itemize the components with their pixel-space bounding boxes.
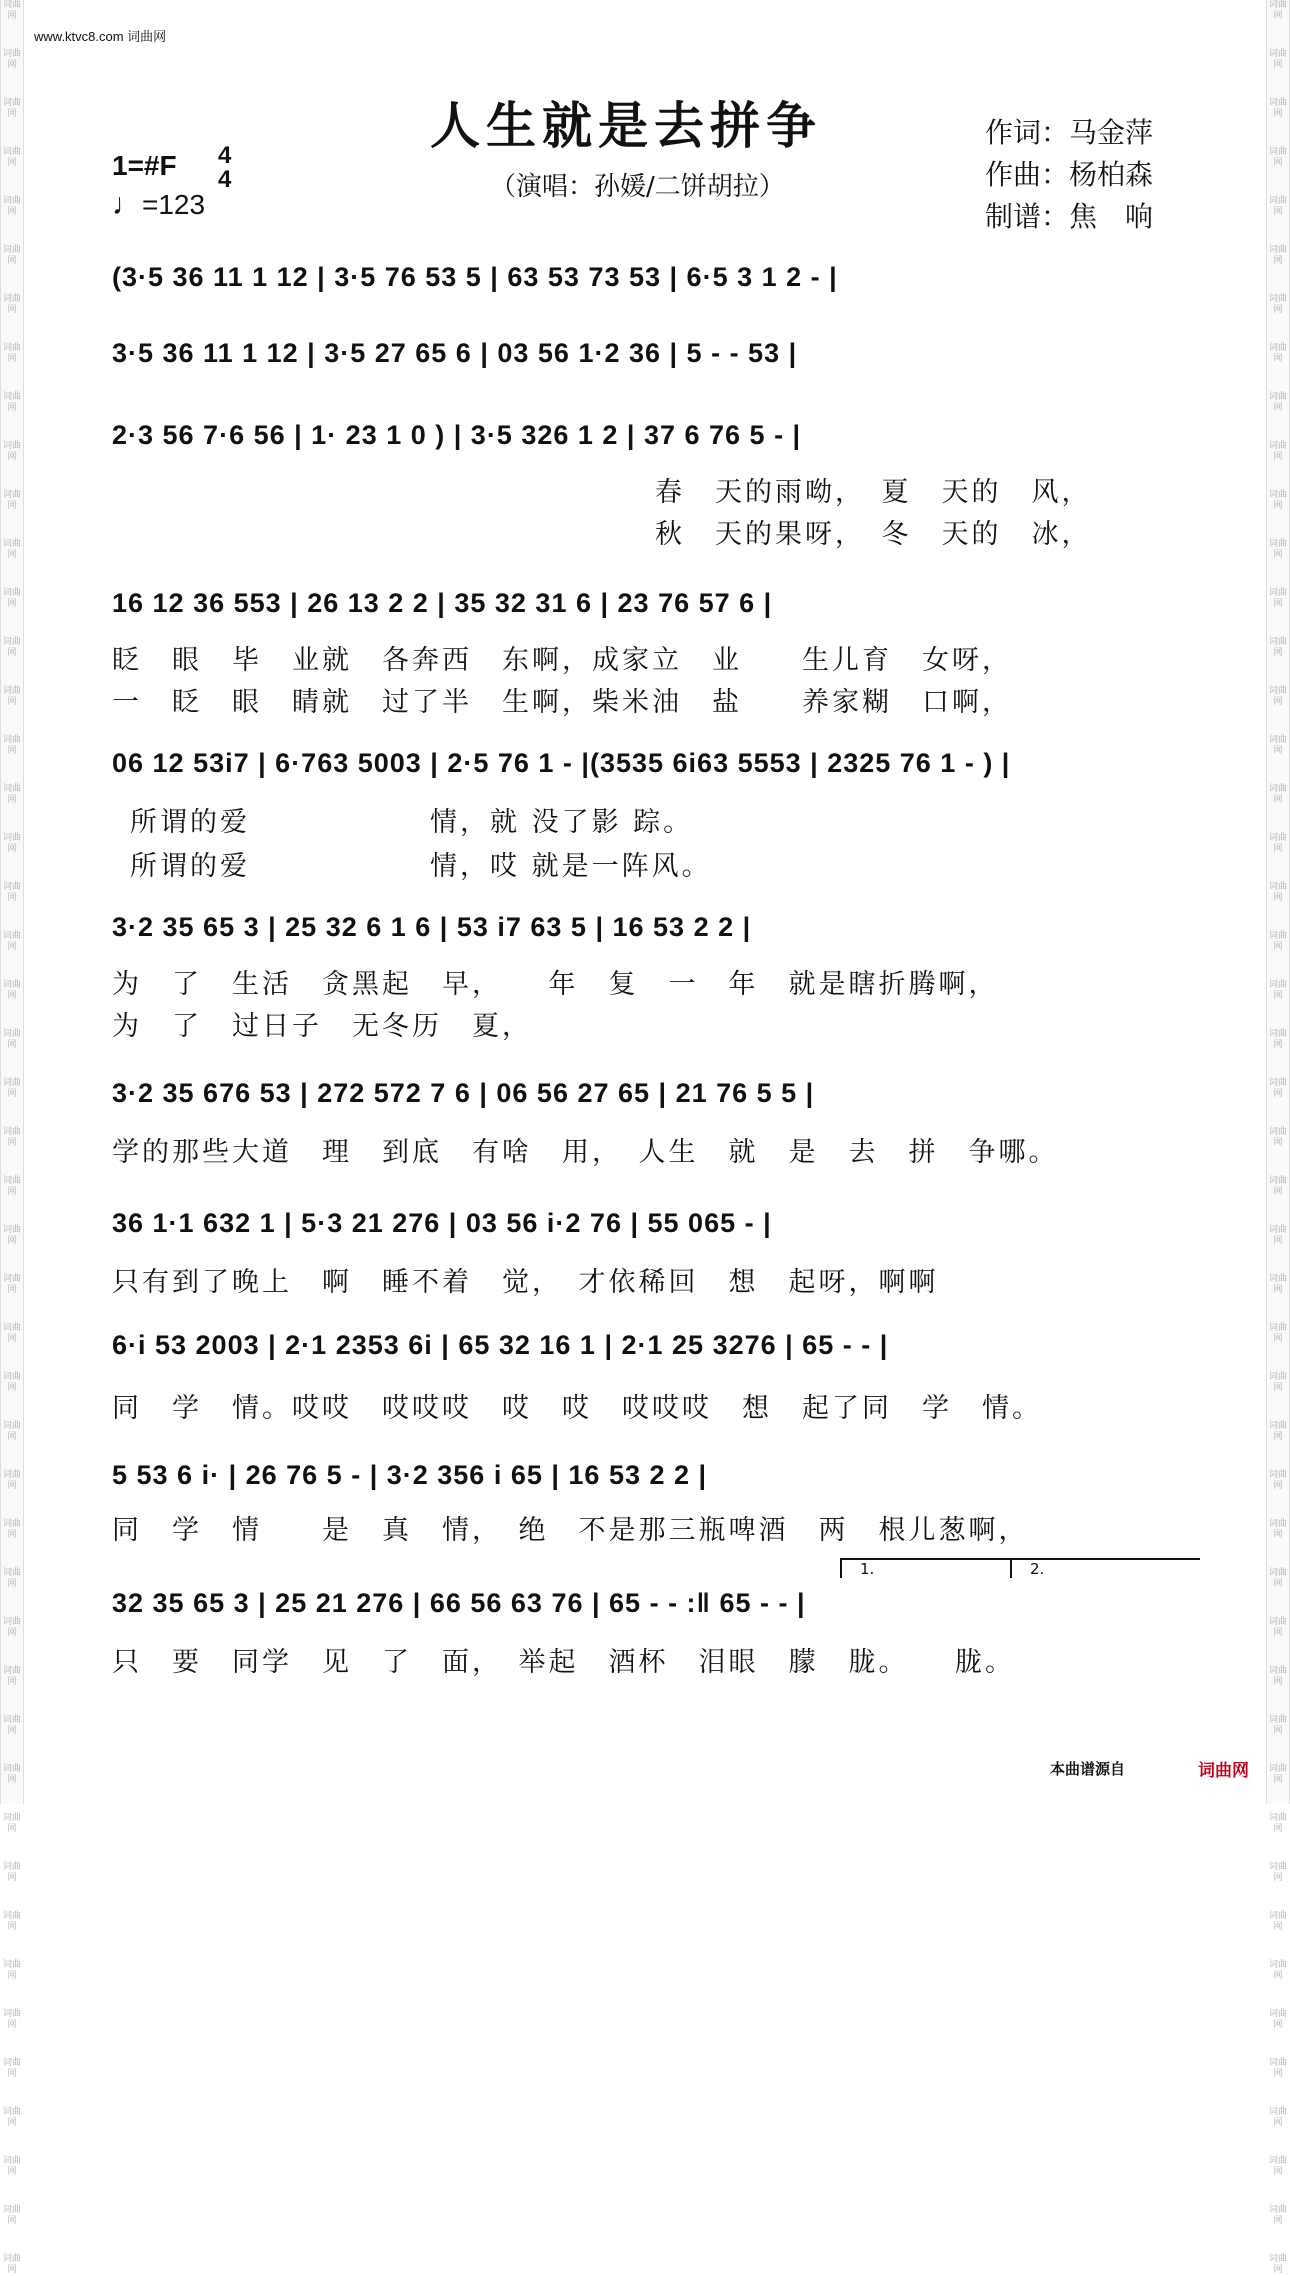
watermark-mark: 词曲网 [1268, 98, 1287, 119]
watermark-mark: 词曲网 [1268, 1519, 1287, 1540]
footer-brand[interactable]: 词曲网 [1198, 1761, 1249, 1781]
lyric-line: 同 学 情 是 真 情， 绝 不是那三瓶啤酒 两 根儿葱啊， [112, 1515, 1029, 1546]
watermark-mark: 词曲网 [2, 1764, 21, 1785]
watermark-mark: 词曲网 [2, 784, 21, 805]
music-line: 32 35 65 3 | 25 21 276 | 66 56 63 76 | 65 - - :‖ 65 - - | [112, 1588, 806, 1618]
watermark-mark: 词曲网 [1268, 588, 1287, 609]
volta-first-ending: 1. [840, 1558, 1010, 1578]
watermark-mark: 词曲网 [1268, 2107, 1287, 2128]
watermark-mark: 词曲网 [1268, 2009, 1287, 2030]
volta-second-ending: 2. [1010, 1558, 1200, 1578]
watermark-mark: 词曲网 [2, 931, 21, 952]
time-top: 4 [218, 142, 232, 169]
composer: 作曲：杨柏森 [985, 158, 1154, 191]
watermark-mark: 词曲网 [1268, 49, 1287, 70]
watermark-mark: 词曲网 [1268, 1176, 1287, 1197]
watermark-mark: 词曲网 [2, 1519, 21, 1540]
watermark-mark: 词曲网 [2, 980, 21, 1001]
watermark-mark: 词曲网 [1268, 1617, 1287, 1638]
watermark-mark: 词曲网 [2, 490, 21, 511]
watermark-mark: 词曲网 [1268, 539, 1287, 560]
watermark-mark: 词曲网 [2, 294, 21, 315]
lyricist: 作词：马金萍 [985, 116, 1154, 149]
watermark-mark: 词曲网 [1268, 1029, 1287, 1050]
watermark-mark: 词曲网 [2, 1715, 21, 1736]
watermark-mark: 词曲网 [2, 1911, 21, 1932]
watermark-mark: 词曲网 [1268, 2156, 1287, 2177]
watermark-mark: 词曲网 [2, 588, 21, 609]
watermark-mark: 词曲网 [1268, 294, 1287, 315]
watermark-mark: 词曲网 [1268, 343, 1287, 364]
watermark-mark: 词曲网 [1268, 882, 1287, 903]
watermark-mark: 词曲网 [2, 1323, 21, 1344]
singer-credit: （演唱：孙媛/二饼胡拉） [490, 172, 785, 202]
song-title: 人生就是去拼争 [430, 96, 822, 155]
watermark-mark: 词曲网 [1268, 1372, 1287, 1393]
lyric-line: 为 了 过日子 无冬历 夏， [112, 1011, 532, 1042]
watermark-mark: 词曲网 [2, 1813, 21, 1834]
key-signature: 1=#F [112, 150, 177, 181]
watermark-mark: 词曲网 [2, 637, 21, 658]
watermark-mark: 词曲网 [1268, 833, 1287, 854]
watermark-mark: 词曲网 [1268, 490, 1287, 511]
music-line: (3·5 36 11 1 12 | 3·5 76 53 5 | 63 53 73 53 | 6·5 3 1 2 - | [112, 262, 838, 292]
time-signature [218, 144, 231, 192]
watermark-mark: 词曲网 [2, 1127, 21, 1148]
footer-source-label: 本曲谱源自 [1050, 1761, 1126, 1778]
watermark-mark: 词曲网 [2, 1176, 21, 1197]
watermark-mark: 词曲网 [2, 441, 21, 462]
lyric-line: 只 要 同学 见 了 面， 举起 酒杯 泪眼 朦 胧。 胧。 [112, 1647, 1015, 1678]
watermark-mark: 词曲网 [2, 1078, 21, 1099]
watermark-mark: 词曲网 [1268, 686, 1287, 707]
watermark-mark: 词曲网 [1268, 1911, 1287, 1932]
watermark-mark: 词曲网 [2, 2107, 21, 2128]
lyric-line: 学的那些大道 理 到底 有啥 用， 人生 就 是 去 拼 争哪。 [112, 1137, 1059, 1168]
watermark-mark: 词曲网 [1268, 147, 1287, 168]
lyric-line: 一 眨 眼 睛就 过了半 生啊，柴米油 盐 养家糊 口啊， [112, 687, 1012, 718]
watermark-mark: 词曲网 [1268, 1715, 1287, 1736]
watermark-mark: 词曲网 [2, 2205, 21, 2226]
lyric-line: 秋 天的果呀， 冬 天的 冰， [655, 519, 1092, 550]
music-line: 3·5 36 11 1 12 | 3·5 27 65 6 | 03 56 1·2 36 | 5 - - 53 | [112, 338, 798, 368]
lyric-line: 同 学 情。哎哎 哎哎哎 哎 哎 哎哎哎 想 起了同 学 情。 [112, 1393, 1042, 1424]
tempo-marking [112, 188, 205, 222]
music-line: 6·i 53 2003 | 2·1 2353 6i | 65 32 16 1 | 2·1 25 3276 | 65 - - | [112, 1330, 889, 1360]
music-line: 16 12 36 553 | 26 13 2 2 | 35 32 31 6 | 23 76 57 6 | [112, 588, 773, 618]
watermark-mark: 词曲网 [1268, 0, 1287, 21]
watermark-mark: 词曲网 [2, 735, 21, 756]
watermark-mark: 词曲网 [1268, 1421, 1287, 1442]
lyric-line: 眨 眼 毕 业就 各奔西 东啊，成家立 业 生儿育 女呀， [112, 645, 1012, 676]
watermark-mark: 词曲网 [2, 1372, 21, 1393]
watermark-mark: 词曲网 [2, 2009, 21, 2030]
watermark-mark: 词曲网 [1268, 245, 1287, 266]
watermark-mark: 词曲网 [1268, 2254, 1287, 2275]
watermark-mark: 词曲网 [2, 1568, 21, 1589]
watermark-mark: 词曲网 [2, 1617, 21, 1638]
quarter-note-icon: ♩ [112, 188, 142, 221]
music-line: 06 12 53i7 | 6·763 5003 | 2·5 76 1 - |(3535 6i63 5553 | 2325 76 1 - ) | [112, 748, 1011, 778]
transcriber: 制谱：焦 响 [985, 200, 1154, 233]
watermark-mark: 词曲网 [2, 2156, 21, 2177]
lyric-line: 为 了 生活 贪黑起 早， 年 复 一 年 就是瞎折腾啊， [112, 969, 999, 1000]
watermark-mark: 词曲网 [1268, 2205, 1287, 2226]
watermark-mark: 词曲网 [1268, 1127, 1287, 1148]
watermark-mark: 词曲网 [2, 539, 21, 560]
tempo-value: =123 [142, 189, 206, 220]
watermark-mark: 词曲网 [2, 1225, 21, 1246]
watermark-mark: 词曲网 [2, 882, 21, 903]
watermark-mark: 词曲网 [2, 343, 21, 364]
watermark-mark: 词曲网 [1268, 1813, 1287, 1834]
watermark-mark: 词曲网 [1268, 1960, 1287, 1981]
watermark-mark: 词曲网 [2, 1421, 21, 1442]
watermark-mark: 词曲网 [2, 0, 21, 21]
watermark-mark: 词曲网 [1268, 392, 1287, 413]
watermark-mark: 词曲网 [2, 98, 21, 119]
watermark-mark: 词曲网 [1268, 2058, 1287, 2079]
watermark-mark: 词曲网 [2, 1029, 21, 1050]
left-watermark-strip [0, 0, 24, 2275]
watermark-mark: 词曲网 [1268, 1568, 1287, 1589]
watermark-mark: 词曲网 [2, 2254, 21, 2275]
watermark-mark: 词曲网 [1268, 931, 1287, 952]
credits [985, 112, 1153, 238]
watermark-mark: 词曲网 [2, 1960, 21, 1981]
watermark-mark: 词曲网 [2, 1470, 21, 1491]
watermark-mark: 词曲网 [1268, 1323, 1287, 1344]
watermark-mark: 词曲网 [1268, 441, 1287, 462]
time-bottom: 4 [218, 166, 232, 193]
site-url[interactable]: www.ktvc8.com 词曲网 [34, 29, 167, 44]
watermark-mark: 词曲网 [1268, 1225, 1287, 1246]
lyric-line: 所谓的爱 情，哎 就是一阵风。 [130, 851, 712, 882]
watermark-mark: 词曲网 [1268, 1470, 1287, 1491]
music-line: 3·2 35 676 53 | 272 572 7 6 | 06 56 27 65 | 21 76 5 5 | [112, 1078, 815, 1108]
lyric-line: 春 天的雨呦， 夏 天的 风， [655, 477, 1092, 508]
music-line: 3·2 35 65 3 | 25 32 6 1 6 | 53 i7 63 5 | 16 53 2 2 | [112, 912, 752, 942]
watermark-mark: 词曲网 [1268, 1862, 1287, 1883]
lyric-line: 只有到了晚上 啊 睡不着 觉， 才依稀回 想 起呀，啊啊 [112, 1267, 939, 1298]
watermark-mark: 词曲网 [2, 147, 21, 168]
watermark-mark: 词曲网 [1268, 1078, 1287, 1099]
watermark-mark: 词曲网 [2, 196, 21, 217]
watermark-mark: 词曲网 [1268, 1666, 1287, 1687]
watermark-mark: 词曲网 [1268, 196, 1287, 217]
music-line: 36 1·1 632 1 | 5·3 21 276 | 03 56 i·2 76 | 55 065 - | [112, 1208, 772, 1238]
lyric-line: 所谓的爱 情，就 没了影 踪。 [130, 807, 694, 838]
watermark-mark: 词曲网 [2, 49, 21, 70]
watermark-mark: 词曲网 [1268, 980, 1287, 1001]
watermark-mark: 词曲网 [1268, 1274, 1287, 1295]
watermark-mark: 词曲网 [2, 2058, 21, 2079]
watermark-mark: 词曲网 [2, 686, 21, 707]
watermark-mark: 词曲网 [1268, 735, 1287, 756]
right-watermark-strip [1266, 0, 1290, 2275]
watermark-mark: 词曲网 [2, 833, 21, 854]
watermark-mark: 词曲网 [2, 1274, 21, 1295]
music-line: 5 53 6 i· | 26 76 5 - | 3·2 356 i 65 | 16 53 2 2 | [112, 1460, 708, 1490]
watermark-mark: 词曲网 [2, 1666, 21, 1687]
watermark-mark: 词曲网 [1268, 637, 1287, 658]
watermark-mark: 词曲网 [2, 245, 21, 266]
watermark-mark: 词曲网 [1268, 1764, 1287, 1785]
music-line: 2·3 56 7·6 56 | 1· 23 1 0 ) | 3·5 326 1 2 | 37 6 76 5 - | [112, 420, 802, 450]
watermark-mark: 词曲网 [2, 392, 21, 413]
watermark-mark: 词曲网 [2, 1862, 21, 1883]
watermark-mark: 词曲网 [1268, 784, 1287, 805]
